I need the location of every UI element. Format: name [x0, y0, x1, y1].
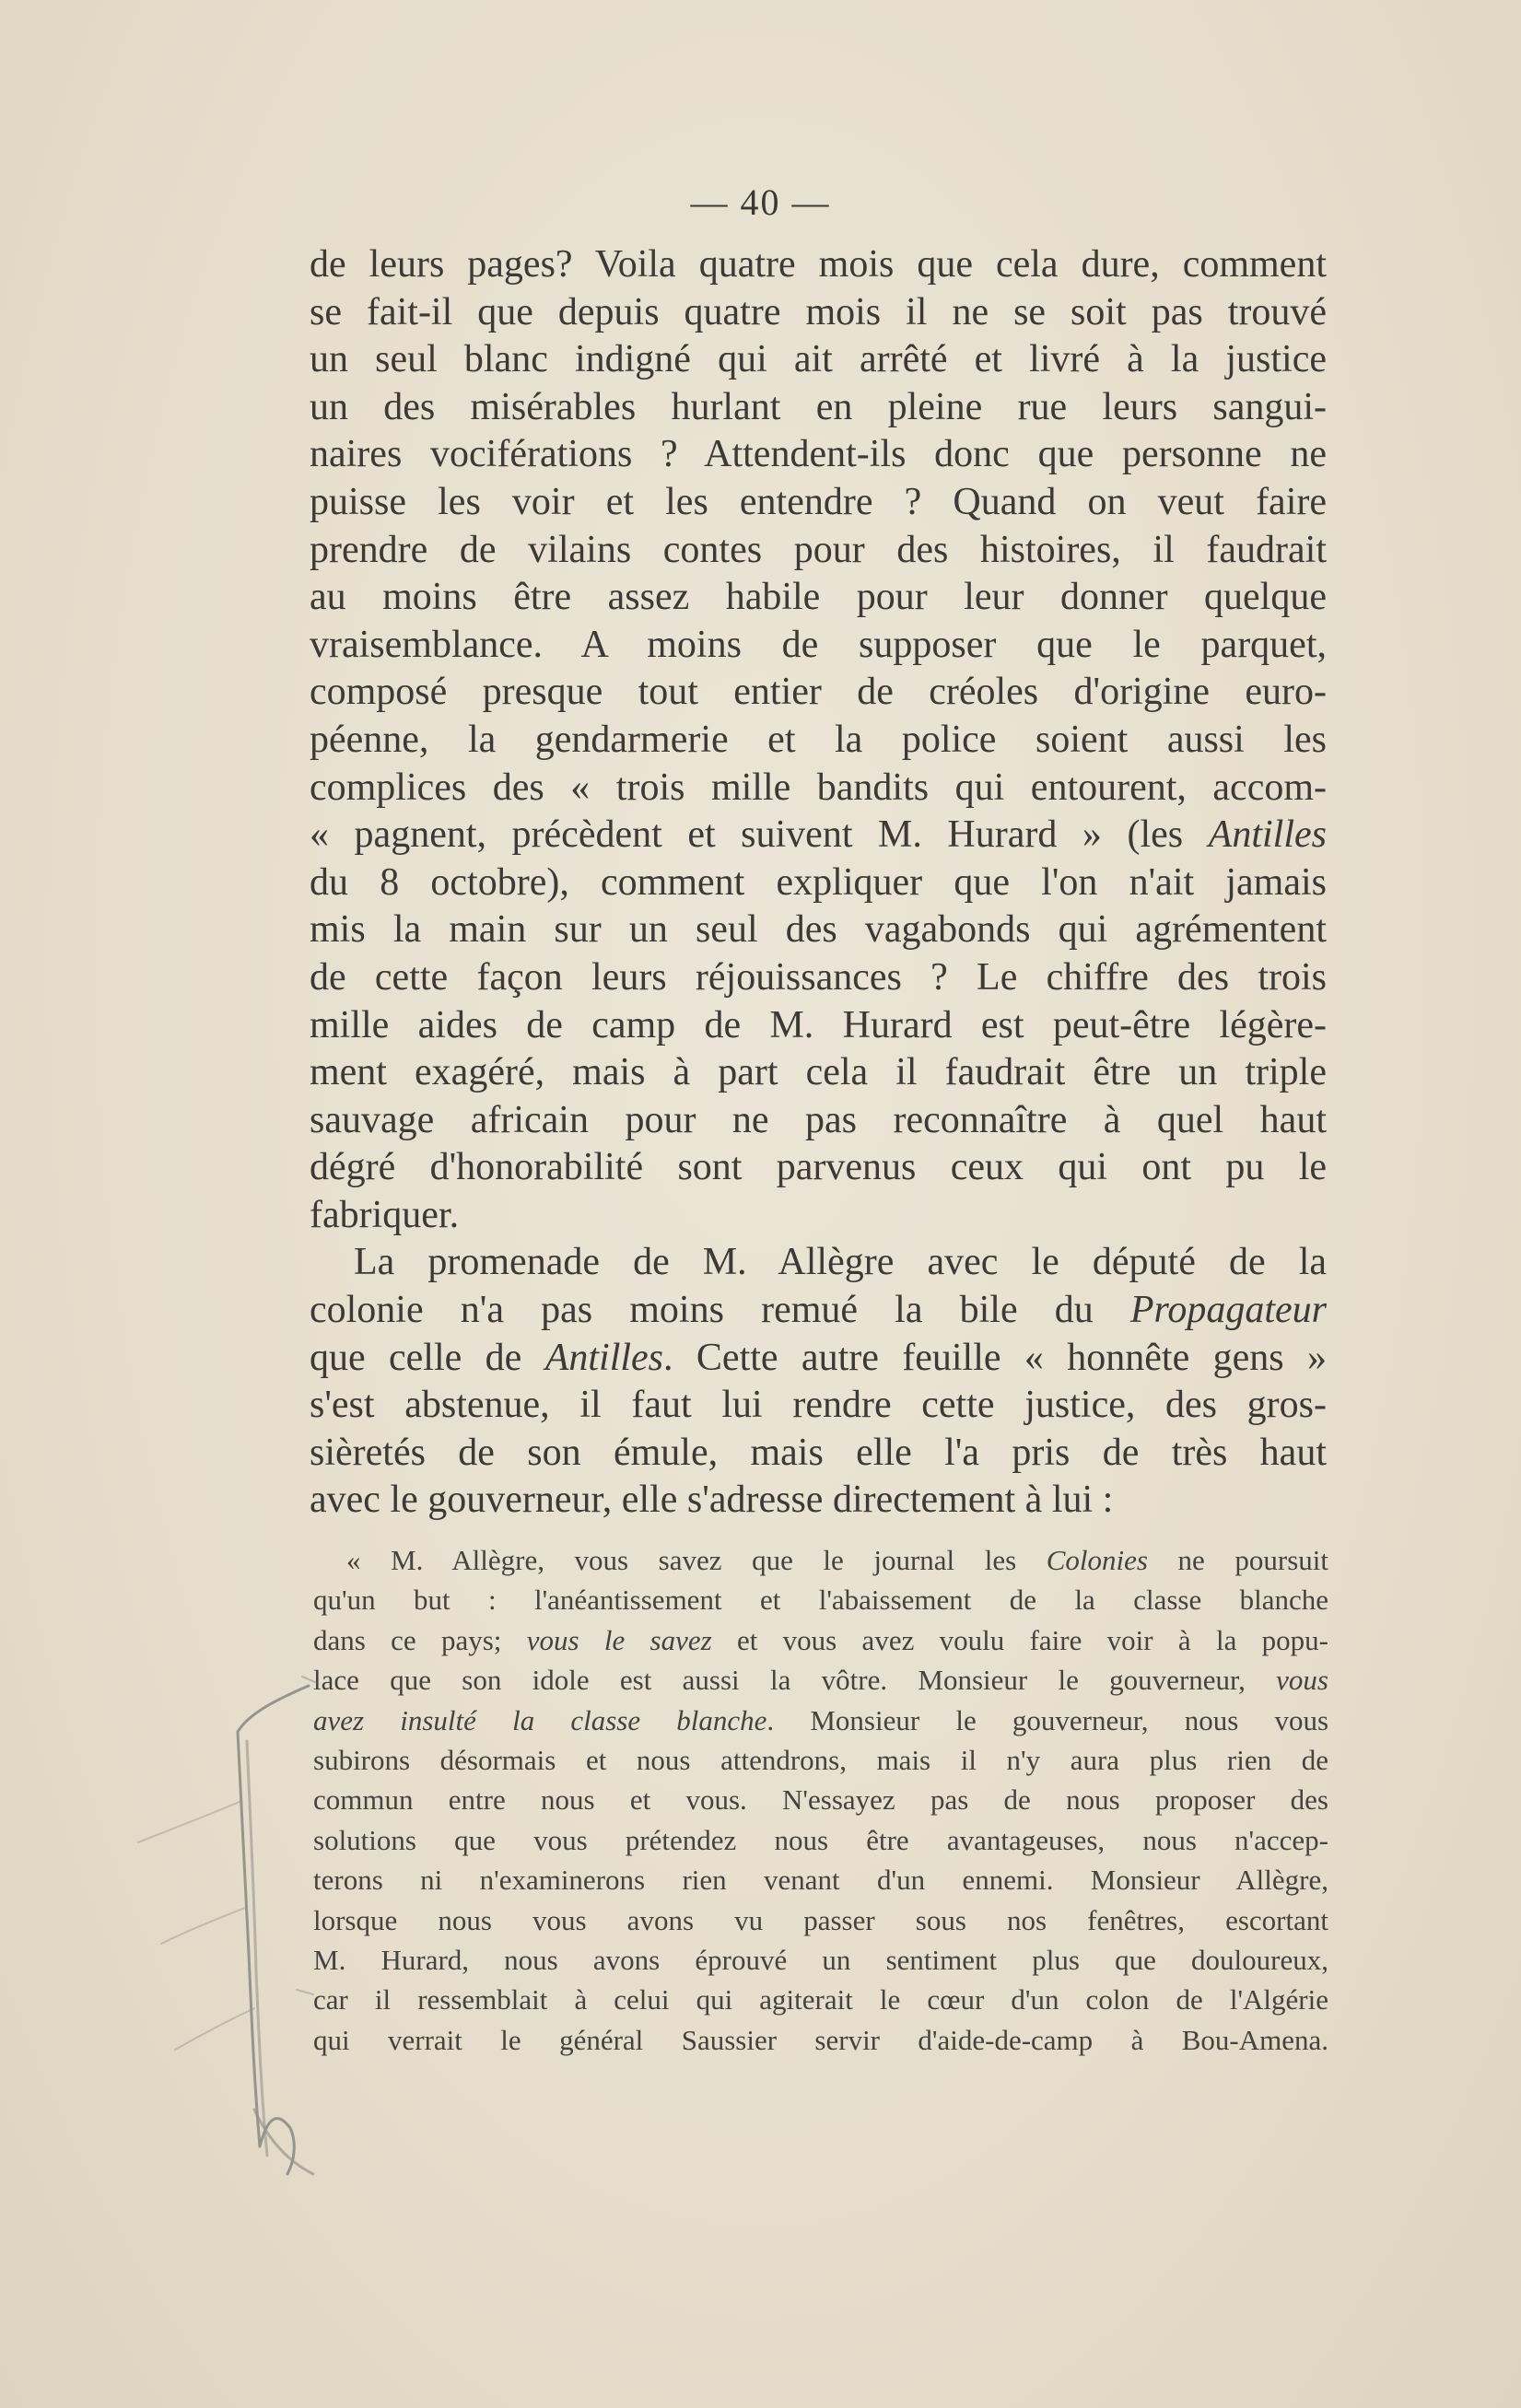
text-line: prendre de vilains contes pour des histoires, il faudrait	[310, 528, 1327, 571]
text-line: dégré d'honorabilité sont parvenus ceux qui ont pu le	[310, 1146, 1327, 1189]
pencil-stroke	[297, 1990, 313, 1994]
text-line: se fait-il que depuis quatre mois il ne se soit pas trouvé	[310, 290, 1327, 333]
page-number: — 40 —	[690, 181, 831, 223]
journal-title-italic: Antilles	[1208, 813, 1327, 857]
text-line: composé presque tout entier de créoles d'origine euro-	[310, 671, 1327, 714]
pencil-stroke	[138, 1801, 241, 1842]
text-segment: que celle de	[310, 1336, 545, 1379]
text-line: fabriquer.	[310, 1193, 460, 1236]
text-line: s'est abstenue, il faut lui rendre cette justice, des gros-	[310, 1384, 1327, 1427]
pencil-stroke	[175, 2008, 254, 2050]
quote-line: M. Hurard, nous avons éprouvé un sentiment plus que douloureux,	[313, 1944, 1328, 1977]
emphasis-italic: avez insulté la classe blanche	[313, 1703, 767, 1736]
text-line: du 8 octobre), comment expliquer que l'on n'ait jamais	[310, 860, 1327, 904]
quote-line: lorsque nous vous avons vu passer sous nos fenêtres, escortant	[313, 1903, 1328, 1936]
quote-line: car il ressemblait à celui qui agiterait le cœur d'un colon de l'Algérie	[313, 1983, 1328, 2016]
text-line: un seul blanc indigné qui ait arrêté et livré à la justice	[310, 338, 1327, 381]
text-line: complices des « trois mille bandits qui entourent, accom-	[310, 766, 1327, 809]
text-segment: « M. Allègre, vous savez que le journal les	[346, 1544, 1047, 1576]
pencil-stroke	[161, 1907, 247, 1944]
text-segment: et vous avez voulu faire voir à la popu-	[711, 1623, 1328, 1656]
text-line: un des misérables hurlant en pleine rue leurs sangui-	[310, 385, 1327, 428]
text-line: péenne, la gendarmerie et la police soient aussi les	[310, 718, 1327, 761]
text-segment: . Cette autre feuille « honnête gens »	[663, 1336, 1327, 1379]
quote-line: qui verrait le général Saussier servir d'aide-de-camp à Bou-Amena.	[313, 2023, 1328, 2056]
text-segment: lace que son idole est aussi la vôtre. Monsieur le gouverneur,	[313, 1664, 1277, 1697]
text-line: sauvage africain pour ne pas reconnaître à quel haut	[310, 1098, 1327, 1141]
quote-line: terons ni n'examinerons rien venant d'un ennemi. Monsieur Allègre,	[313, 1864, 1328, 1897]
text-segment: . Monsieur le gouverneur, nous vous	[766, 1703, 1329, 1736]
text-line: de leurs pages? Voila quatre mois que cela dure, comment	[310, 243, 1327, 286]
text-segment: dans ce pays;	[313, 1623, 527, 1656]
text-line: au moins être assez habile pour leur donner quelque	[310, 576, 1327, 619]
journal-title-italic: Propagateur	[1129, 1289, 1327, 1332]
text-segment: « pagnent, précèdent et suivent M. Hurard » (les	[310, 813, 1209, 857]
quote-line: qu'un but : l'anéantissement et l'abaissement de la classe blanche	[313, 1584, 1328, 1617]
journal-title-italic: Antilles	[544, 1336, 664, 1379]
quote-line: subirons désormais et nous attendrons, mais il n'y aura plus rien de	[313, 1744, 1328, 1777]
quote-line: commun entre nous et vous. N'essayez pas de nous proposer des	[313, 1783, 1328, 1817]
text-line: puisse les voir et les entendre ? Quand on veut faire	[310, 480, 1327, 523]
text-line: sièretés de son émule, mais elle l'a pris de très haut	[310, 1431, 1327, 1474]
text-line: La promenade de M. Allègre avec le député de la	[354, 1241, 1327, 1284]
journal-title-italic: Colonies	[1046, 1544, 1148, 1576]
text-line: vraisemblance. A moins de supposer que le parquet,	[310, 623, 1327, 666]
text-line: de cette façon leurs réjouissances ? Le chiffre des trois	[310, 955, 1327, 999]
text-segment: ne poursuit	[1147, 1544, 1329, 1576]
text-line: naires vociférations ? Attendent-ils donc que personne ne	[310, 433, 1327, 476]
pencil-stroke	[302, 1677, 315, 1682]
quote-line: solutions que vous prétendez nous être avantageuses, nous n'accep-	[313, 1823, 1328, 1856]
text-segment: colonie n'a pas moins remué la bile du	[310, 1289, 1130, 1332]
emphasis-italic: vous	[1276, 1664, 1328, 1697]
text-line: mis la main sur un seul des vagabonds qui agrémentent	[310, 908, 1327, 952]
emphasis-italic: vous le savez	[526, 1623, 712, 1656]
text-line: mille aides de camp de M. Hurard est peut-être légère-	[310, 1003, 1327, 1046]
text-line: avec le gouverneur, elle s'adresse directement à lui :	[310, 1479, 1114, 1522]
pencil-stroke	[238, 1686, 309, 1732]
text-line: ment exagéré, mais à part cela il faudrait être un triple	[310, 1051, 1327, 1094]
